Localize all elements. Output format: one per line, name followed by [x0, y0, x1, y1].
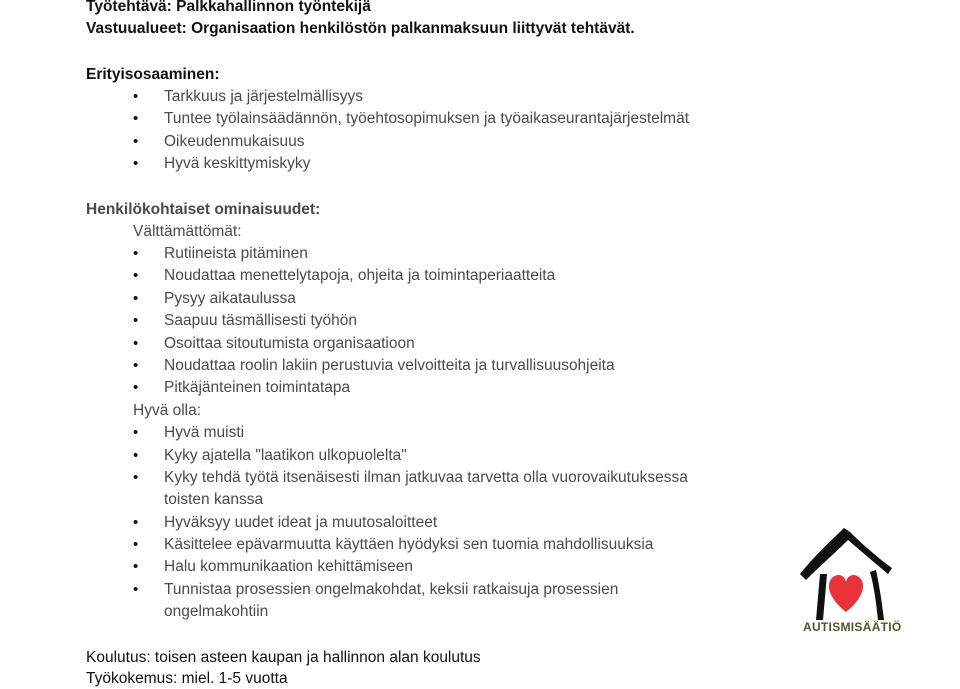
- bullet-icon: •: [133, 379, 139, 396]
- nice-to-have-heading: Hyvä olla:: [133, 402, 202, 419]
- required-item: Noudattaa roolin lakiin perustuvia velvoitteita ja turvallisuusohjeita: [164, 357, 615, 374]
- required-item: Saapuu täsmällisesti työhön: [164, 312, 358, 329]
- nice-item: Tunnistaa prosessien ongelmakohdat, keksii ratkaisuja prosessien: [164, 581, 619, 598]
- required-heading: Välttämättömät:: [133, 223, 242, 240]
- bullet-icon: •: [133, 267, 139, 284]
- bullet-icon: •: [133, 312, 139, 329]
- special-skill-item: Tuntee työlainsäädännön, työehtosopimuksen ja työaikaseurantajärjestelmät: [164, 110, 690, 127]
- required-item: Rutiineista pitäminen: [164, 245, 308, 262]
- bullet-icon: •: [133, 335, 139, 352]
- nice-item: Halu kommunikaation kehittämiseen: [164, 558, 413, 575]
- job-title: Työtehtävä: Palkkahallinnon työntekijä: [86, 0, 371, 15]
- nice-item: Hyvä muisti: [164, 424, 245, 441]
- special-skill-item: Oikeudenmukaisuus: [164, 133, 305, 150]
- bullet-icon: •: [133, 155, 139, 172]
- nice-item: Kyky ajatella "laatikon ulkopuolelta": [164, 447, 407, 464]
- bullet-icon: •: [133, 581, 139, 598]
- education-line: Koulutus: toisen asteen kaupan ja hallinnon alan koulutus: [86, 649, 481, 666]
- responsibilities: Vastuualueet: Organisaation henkilöstön palkanmaksuun liittyvät tehtävät.: [86, 20, 635, 37]
- bullet-icon: •: [133, 357, 139, 374]
- bullet-icon: •: [133, 290, 139, 307]
- experience-line: Työkokemus: miel. 1-5 vuotta: [86, 670, 288, 687]
- bullet-icon: •: [133, 514, 139, 531]
- bullet-icon: •: [133, 536, 139, 553]
- required-item: Osoittaa sitoutumista organisaatioon: [164, 335, 415, 352]
- bullet-icon: •: [133, 245, 139, 262]
- heart-icon: [829, 575, 863, 612]
- bullet-icon: •: [133, 424, 139, 441]
- bullet-icon: •: [133, 88, 139, 105]
- bullet-icon: •: [133, 133, 139, 150]
- logo-left-stroke-icon: [816, 574, 827, 620]
- personal-traits-heading: Henkilökohtaiset ominaisuudet:: [86, 201, 321, 218]
- bullet-icon: •: [133, 469, 139, 486]
- nice-item-continuation: ongelmakohtiin: [164, 603, 269, 620]
- logo-text: AUTISMISÄÄTIÖ: [803, 620, 902, 634]
- required-item: Noudattaa menettelytapoja, ohjeita ja toimintaperiaatteita: [164, 267, 556, 284]
- bullet-icon: •: [133, 558, 139, 575]
- bullet-icon: •: [133, 110, 139, 127]
- nice-item: Hyväksyy uudet ideat ja muutosaloitteet: [164, 514, 438, 531]
- nice-item: Kyky tehdä työtä itsenäisesti ilman jatkuvaa tarvetta olla vuorovaikutuksessa: [164, 469, 688, 486]
- required-item: Pitkäjänteinen toimintatapa: [164, 379, 351, 396]
- special-skill-item: Tarkkuus ja järjestelmällisyys: [164, 88, 363, 105]
- bullet-icon: •: [133, 447, 139, 464]
- required-item: Pysyy aikataulussa: [164, 290, 296, 307]
- logo-right-stroke-icon: [870, 570, 884, 620]
- special-skill-item: Hyvä keskittymiskyky: [164, 155, 311, 172]
- nice-item: Käsittelee epävarmuutta käyttäen hyödyksi sen tuomia mahdollisuuksia: [164, 536, 654, 553]
- logo-roof-icon: [800, 528, 892, 580]
- nice-item-continuation: toisten kanssa: [164, 491, 264, 508]
- special-skills-heading: Erityisosaaminen:: [86, 66, 220, 83]
